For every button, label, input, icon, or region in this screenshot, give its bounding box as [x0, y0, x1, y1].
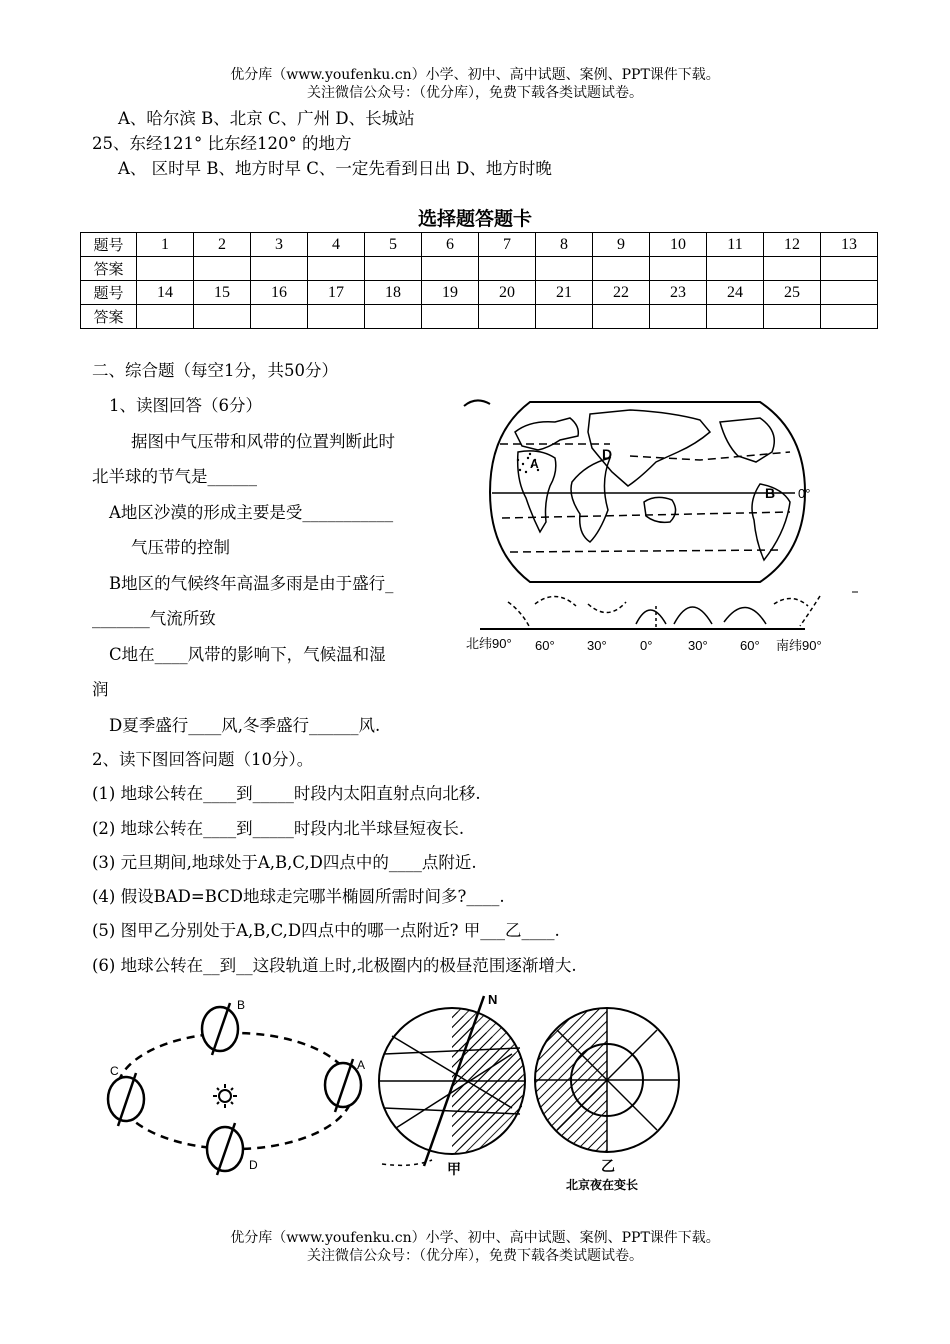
earth-position-a — [325, 1058, 365, 1112]
header-line-2: 关注微信公众号：（优分库），免费下载各类试题试卷。 — [307, 85, 643, 101]
answer-cell[interactable] — [251, 305, 308, 329]
orbit-label-b: B — [237, 998, 246, 1012]
answer-cell[interactable] — [137, 305, 194, 329]
question-number: 24 — [707, 281, 764, 305]
answer-cell[interactable] — [194, 257, 251, 281]
sun-icon — [213, 1084, 237, 1108]
question-number: 5 — [365, 233, 422, 257]
row-label: 题号 — [81, 281, 137, 305]
answer-cell[interactable] — [707, 257, 764, 281]
latitude-axis-labels — [466, 636, 822, 653]
answer-cell[interactable] — [365, 305, 422, 329]
question-number: 12 — [764, 233, 821, 257]
question-number: 23 — [650, 281, 707, 305]
question-number: 3 — [251, 233, 308, 257]
q1-line2: 北半球的节气是______ — [92, 467, 257, 486]
question-number: 18 — [365, 281, 422, 305]
question-number: 10 — [650, 233, 707, 257]
q1-line9: D夏季盛行____风,冬季盛行______风. — [109, 716, 381, 735]
globe-diagrams — [372, 988, 702, 1193]
question-number: 2 — [194, 233, 251, 257]
map-frame — [490, 402, 805, 582]
q24-options: A、哈尔滨 B、北京 C、广州 D、长城站 — [118, 109, 415, 128]
wind-belt-arrows — [480, 596, 820, 630]
answer-card-table — [80, 232, 878, 329]
answer-cell[interactable] — [593, 257, 650, 281]
globe-label-yi: 乙 — [601, 1159, 615, 1175]
orbit-label-c: C — [110, 1064, 119, 1078]
q1-line3: A地区沙漠的形成主要是受___________ — [109, 503, 394, 522]
q25-stem: 25、东经121° 比东经120° 的地方 — [92, 134, 352, 153]
table-row — [81, 281, 878, 305]
world-pressure-map — [460, 392, 860, 667]
globe-yi — [535, 1008, 679, 1192]
question-number: 7 — [479, 233, 536, 257]
footer-line-2: 关注微信公众号：（优分库），免费下载各类试题试卷。 — [307, 1248, 643, 1264]
table-row — [81, 233, 878, 257]
question-number: 15 — [194, 281, 251, 305]
orbit-label-a: A — [357, 1058, 366, 1072]
question-number: 1 — [137, 233, 194, 257]
answer-cell[interactable] — [308, 305, 365, 329]
answer-cell[interactable] — [536, 257, 593, 281]
q1-line7: C地在____风带的影响下，气候温和湿 — [109, 645, 386, 664]
q25-options: A、 区时早 B、地方时早 C、一定先看到日出 D、地方时晚 — [118, 159, 552, 178]
question-number: 20 — [479, 281, 536, 305]
question-number: 14 — [137, 281, 194, 305]
question-number: 8 — [536, 233, 593, 257]
orbit-diagram — [100, 995, 380, 1180]
q2-item-4: (4) 假设BAD=BCD地球走完哪半椭圆所需时间多?____. — [92, 887, 505, 906]
question-number: 9 — [593, 233, 650, 257]
answer-cell[interactable] — [479, 257, 536, 281]
answer-card-title: 选择题答题卡 — [417, 208, 532, 230]
globe-label-n: N — [488, 992, 498, 1007]
answer-cell[interactable] — [764, 257, 821, 281]
map-label-b: B — [765, 485, 776, 501]
globe-jia — [379, 992, 525, 1178]
question-number: 21 — [536, 281, 593, 305]
q2-title: 2、读下图回答问题（10分）。 — [92, 750, 314, 769]
question-number: 17 — [308, 281, 365, 305]
map-label-a: A — [530, 457, 539, 471]
globe-label-jia: 甲 — [447, 1162, 461, 1178]
axis-label: 北纬90° — [466, 636, 512, 651]
answer-cell[interactable] — [422, 305, 479, 329]
q1-line4: 气压带的控制 — [131, 538, 230, 557]
answer-cell[interactable] — [821, 257, 878, 281]
q1-line6: _______气流所致 — [92, 609, 216, 628]
header-line-1: 优分库（www.youfenku.cn）小学、初中、高中试题、案例、PPT课件下载。 — [230, 67, 720, 83]
row-label: 题号 — [81, 233, 137, 257]
answer-cell[interactable] — [536, 305, 593, 329]
answer-cell[interactable] — [137, 257, 194, 281]
section2-heading: 二、综合题（每空1分，共50分） — [92, 361, 338, 380]
q2-item-1: (1) 地球公转在____到_____时段内太阳直射点向北移. — [92, 784, 481, 803]
question-number: 25 — [764, 281, 821, 305]
equator-label: 0° — [798, 486, 811, 501]
row-label: 答案 — [81, 257, 137, 281]
earth-position-c — [108, 1064, 144, 1126]
axis-label: 0° — [640, 638, 653, 653]
map-label-d: D — [602, 446, 613, 462]
q1-line8: 润 — [92, 680, 109, 699]
q1-line1: 据图中气压带和风带的位置判断此时 — [131, 432, 395, 451]
answer-cell[interactable] — [764, 305, 821, 329]
question-number: 4 — [308, 233, 365, 257]
q2-item-2: (2) 地球公转在____到_____时段内北半球昼短夜长. — [92, 819, 465, 838]
answer-cell[interactable] — [479, 305, 536, 329]
answer-cell[interactable] — [593, 305, 650, 329]
axis-label: 南纬90° — [776, 638, 822, 653]
table-row — [81, 305, 878, 329]
answer-cell[interactable] — [650, 305, 707, 329]
q1-line5: B地区的气候终年高温多雨是由于盛行_ — [109, 574, 394, 593]
answer-cell[interactable] — [194, 305, 251, 329]
question-number: 11 — [707, 233, 764, 257]
answer-cell[interactable] — [365, 257, 422, 281]
footer-line-1: 优分库（www.youfenku.cn）小学、初中、高中试题、案例、PPT课件下载。 — [230, 1230, 720, 1246]
axis-label: 30° — [587, 638, 607, 653]
orbit-label-d: D — [249, 1158, 258, 1172]
q2-item-6: (6) 地球公转在__到__这段轨道上时,北极圈内的极昼范围逐渐增大. — [92, 956, 577, 975]
question-number: 6 — [422, 233, 479, 257]
table-row — [81, 257, 878, 281]
axis-label: 30° — [688, 638, 708, 653]
axis-label: 60° — [740, 638, 760, 653]
question-number: 19 — [422, 281, 479, 305]
question-number: 13 — [821, 233, 878, 257]
answer-cell[interactable] — [821, 305, 878, 329]
answer-cell[interactable] — [251, 257, 308, 281]
q2-item-5: (5) 图甲乙分别处于A,B,C,D四点中的哪一点附近? 甲___乙____. — [92, 921, 560, 940]
answer-cell[interactable] — [650, 257, 707, 281]
q1-title: 1、读图回答（6分） — [109, 396, 262, 415]
axis-label: 60° — [535, 638, 555, 653]
q2-item-3: (3) 元旦期间,地球处于A,B,C,D四点中的____点附近. — [92, 853, 477, 872]
question-number: 16 — [251, 281, 308, 305]
question-number — [821, 281, 878, 305]
row-label: 答案 — [81, 305, 137, 329]
answer-cell[interactable] — [308, 257, 365, 281]
answer-cell[interactable] — [707, 305, 764, 329]
question-number: 22 — [593, 281, 650, 305]
answer-cell[interactable] — [422, 257, 479, 281]
globe-caption: 北京夜在变长 — [566, 1178, 639, 1192]
earth-position-b — [202, 998, 245, 1055]
